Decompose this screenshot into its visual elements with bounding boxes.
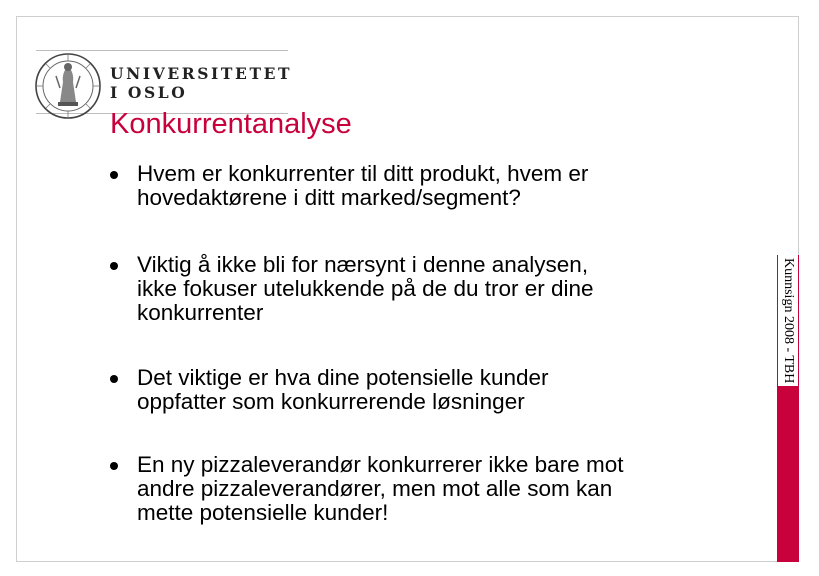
bullet-dot-icon: [110, 375, 118, 383]
bullet-text: Det viktige er hva dine potensielle kunder oppfatter som konkurrerende løsninger: [137, 365, 549, 414]
university-name: [110, 64, 292, 102]
university-name-line2: I OSLO: [110, 83, 188, 102]
bullet-text: Viktig å ikke bli for nærsynt i denne analysen, ikke fokuser utelukkende på de du tror er dine konkurrenter: [137, 252, 594, 325]
university-seal-icon: [34, 52, 102, 120]
side-label: [777, 255, 799, 562]
bullet-dot-icon: [110, 462, 118, 470]
bullet-text: Hvem er konkurrenter til ditt produkt, hvem er hovedaktørene i ditt marked/segment?: [137, 161, 589, 210]
university-name-line1: UNIVERSITETET: [110, 64, 293, 83]
logo-top-rule: [36, 50, 288, 51]
bullet-dot-icon: [110, 262, 118, 270]
slide-title: Konkurrentanalyse: [110, 108, 352, 140]
side-label-text: Kunnsign 2008 - TBH: [778, 255, 798, 386]
bullet-text: En ny pizzaleverandør konkurrerer ikke bare mot andre pizzaleverandører, men mot alle som kan mette potensielle kunder!: [137, 452, 624, 525]
bullet-dot-icon: [110, 171, 118, 179]
